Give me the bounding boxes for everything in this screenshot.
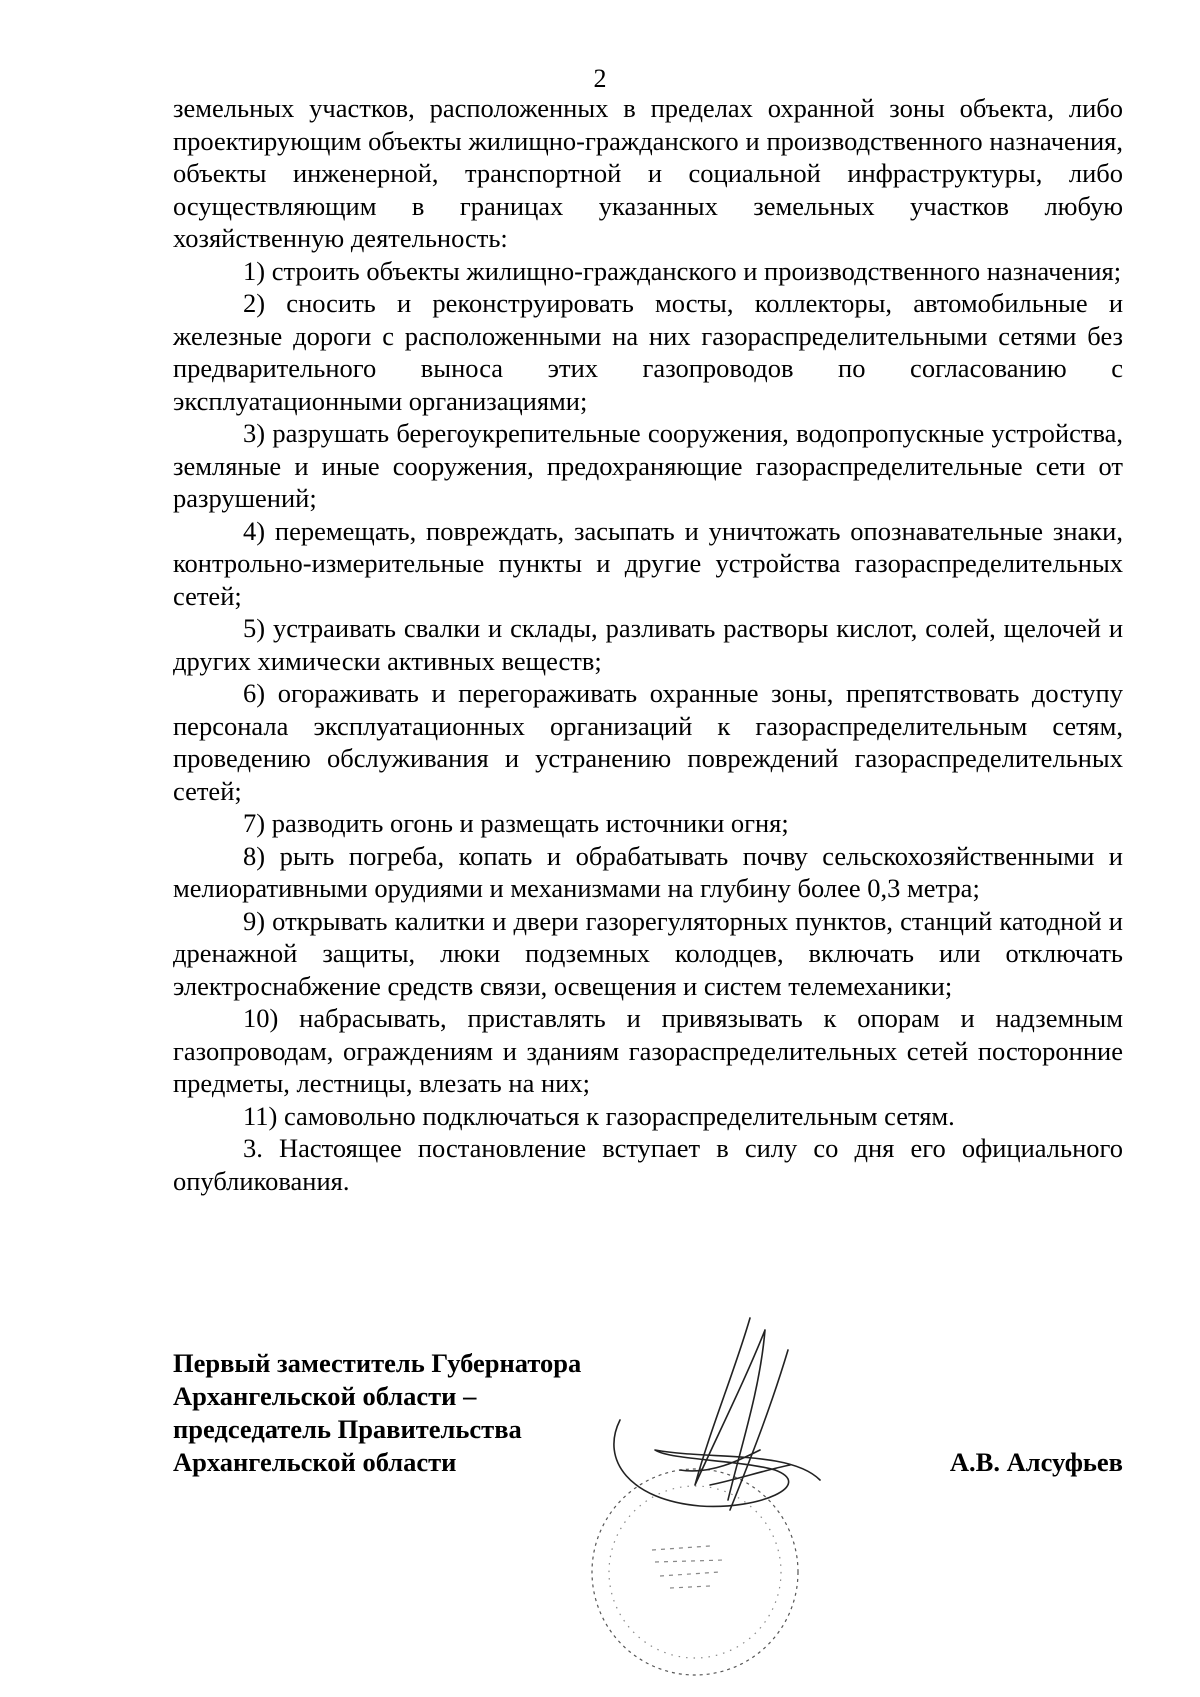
- list-item: 2) сносить и реконструировать мосты, коллекторы, автомобильные и железные дороги с расположенными на них газораспределительными сетями без предварительного выноса этих газопроводов по согласованию с эксплуатационными организациями;: [173, 288, 1123, 416]
- page-number: 2: [593, 64, 607, 93]
- signature-stroke: [695, 1318, 765, 1500]
- list-item: 9) открывать калитки и двери газорегуляторных пунктов, станций катодной и дренажной защиты, люки подземных колодцев, включать или отключать электроснабжение средств связи, освещения и систем телемеханики;: [173, 905, 1123, 1001]
- stamp-mark: [652, 1546, 725, 1588]
- final-clause: 3. Настоящее постановление вступает в силу со дня его официального опубликования.: [173, 1133, 1123, 1196]
- list-item: 10) набрасывать, приставлять и привязывать к опорам и надземным газопроводам, ограждениям и зданиям газораспределительных сетей посторонние предметы, лестницы, влезать на них;: [173, 1003, 1123, 1098]
- stamp-outer-ring: [592, 1469, 798, 1675]
- list-item: 3) разрушать берегоукрепительные сооружения, водопропускные устройства, земляные и иные сооружения, предохраняющие газораспределительные сети от разрушений;: [173, 418, 1123, 513]
- signature-stroke: [614, 1420, 820, 1506]
- signer-name: А.В. Алсуфьев: [949, 1447, 1123, 1477]
- signer-position-line: Архангельской области: [173, 1447, 457, 1477]
- signer-position-line: Первый заместитель Губернатора: [173, 1348, 582, 1378]
- handwritten-signature: [614, 1318, 820, 1510]
- intro-paragraph: земельных участков, расположенных в пределах охранной зоны объекта, либо проектирующим объекты жилищно-гражданского и производственного назначения, объекты инженерной, транспортной и социальной инфраструктуры, либо осуществляющим в границах указанных земельных участков любую хозяйственную деятельность:: [173, 93, 1123, 253]
- list-item: 6) огораживать и перегораживать охранные зоны, препятствовать доступу персонала эксплуатационных организаций к газораспределительным сетям, проведению обслуживания и устранению повреждений газораспределительных сетей;: [173, 678, 1123, 806]
- signer-position-line: Архангельской области –: [173, 1381, 477, 1411]
- list-item: 11) самовольно подключаться к газораспределительным сетям.: [243, 1100, 955, 1131]
- list-item: 8) рыть погреба, копать и обрабатывать почву сельскохозяйственными и мелиоративными орудиями и механизмами на глубину более 0,3 метра;: [173, 840, 1123, 903]
- stamp-inner-ring: [609, 1486, 781, 1658]
- signature-and-stamp: [560, 1310, 920, 1680]
- stamp-seal: [592, 1469, 798, 1675]
- list-item: 1) строить объекты жилищно-гражданского и производственного назначения;: [243, 255, 1122, 286]
- document-body: [173, 92, 1123, 1197]
- list-item: 4) перемещать, повреждать, засыпать и уничтожать опознавательные знаки, контрольно-измерительные пункты и другие устройства газораспределительных сетей;: [173, 515, 1123, 611]
- list-item: 7) разводить огонь и размещать источники огня;: [243, 808, 789, 838]
- signer-position: [173, 1347, 581, 1479]
- list-item: 5) устраивать свалки и склады, разливать растворы кислот, солей, щелочей и других химически активных веществ;: [173, 613, 1123, 676]
- signer-position-line: председатель Правительства: [173, 1414, 522, 1444]
